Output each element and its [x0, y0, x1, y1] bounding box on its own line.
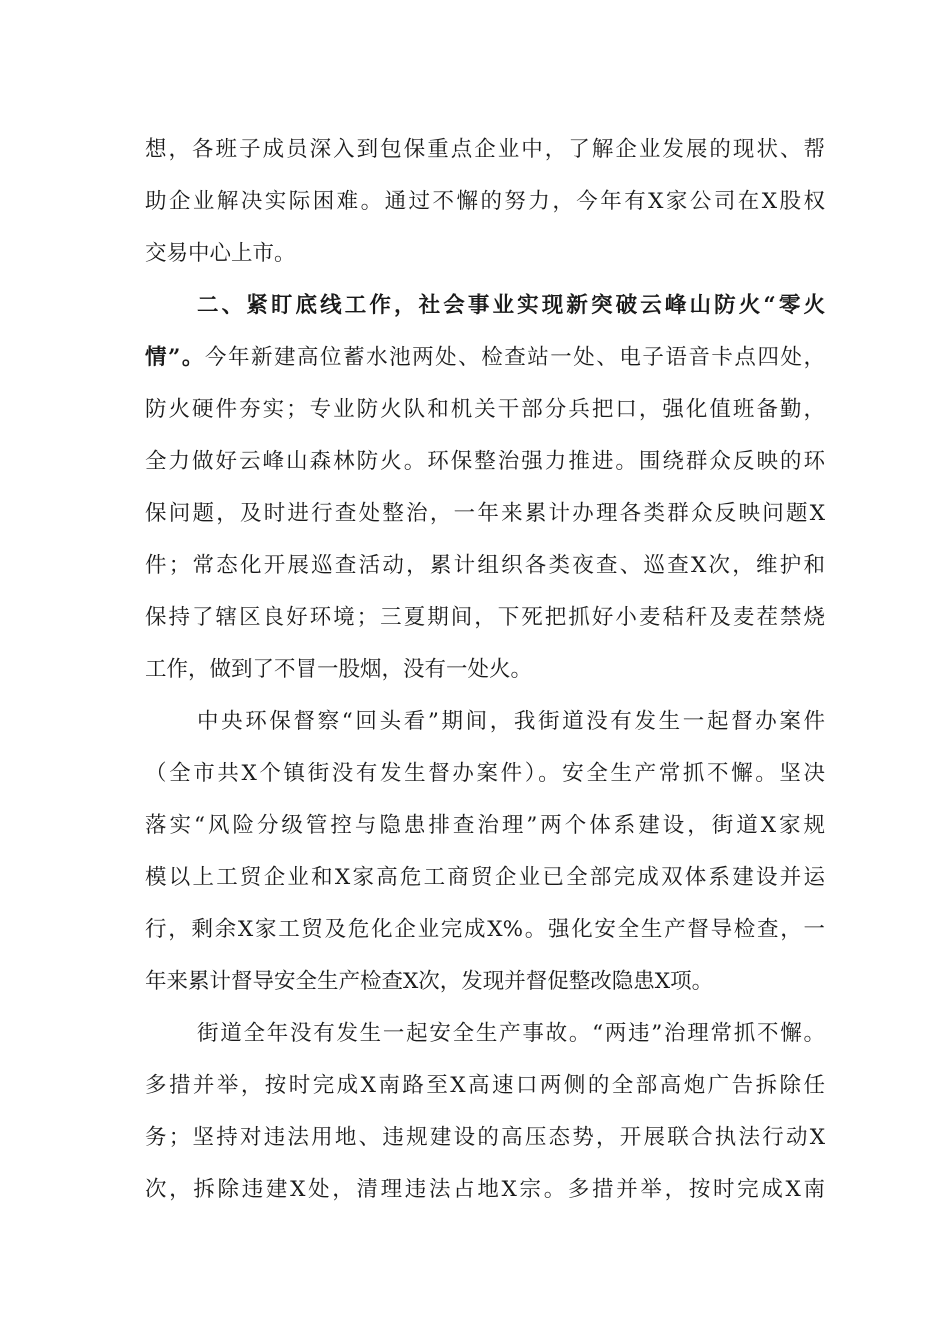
paragraph-4-line-2: 多措并举，按时完成X南路至X高速口两侧的全部高炮广告拆除任: [145, 1073, 825, 1098]
paragraph-3-line-1: 中央环保督察“回头看”期间，我街道没有发生一起督办案件: [197, 709, 825, 734]
paragraph-1-line-3: 交易中心上市。: [145, 241, 296, 266]
paragraph-4-line-3: 务；坚持对违法用地、违规建设的高压态势，开展联合执法行动X: [145, 1125, 825, 1150]
paragraph-3-line-4: 模以上工贸企业和X家高危工商贸企业已全部完成双体系建设并运: [145, 865, 825, 890]
paragraph-2-line-7: 工作，做到了不冒一股烟，没有一处火。: [145, 657, 533, 682]
section-heading-line-1: 二、紧盯底线工作，社会事业实现新突破云峰山防火“零火: [197, 293, 825, 318]
paragraph-2-line-3: 全力做好云峰山森林防火。环保整治强力推进。围绕群众反映的环: [145, 449, 825, 474]
paragraph-3-line-6: 年来累计督导安全生产检查X次，发现并督促整改隐患X项。: [145, 969, 714, 994]
paragraph-4-line-4: 次，拆除违建X处，清理违法占地X宗。多措并举，按时完成X南: [145, 1177, 825, 1202]
paragraph-1-line-2: 助企业解决实际困难。通过不懈的努力，今年有X家公司在X股权: [145, 189, 825, 214]
paragraph-2-line-4: 保问题，及时进行查处整治，一年来累计办理各类群众反映问题X: [145, 501, 825, 526]
section-heading-end: 情”。: [145, 345, 205, 370]
paragraph-3-line-2: （全市共X个镇街没有发生督办案件）。安全生产常抓不懈。坚决: [145, 761, 825, 786]
paragraph-2-line-1-text: 今年新建高位蓄水池两处、检查站一处、电子语音卡点四处，: [204, 345, 825, 370]
paragraph-1-line-1: 想，各班子成员深入到包保重点企业中，了解企业发展的现状、帮: [145, 137, 825, 162]
paragraph-3-line-5: 行，剩余X家工贸及危化企业完成X%。强化安全生产督导检查，一: [145, 917, 825, 942]
paragraph-3-line-3: 落实“风险分级管控与隐患排查治理”两个体系建设，街道X家规: [145, 813, 825, 838]
paragraph-2-line-5: 件；常态化开展巡查活动，累计组织各类夜查、巡查X次，维护和: [145, 553, 825, 578]
paragraph-2-line-6: 保持了辖区良好环境；三夏期间，下死把抓好小麦秸秆及麦茬禁烧: [145, 605, 825, 630]
paragraph-4-line-1: 街道全年没有发生一起安全生产事故。“两违”治理常抓不懈。: [197, 1021, 825, 1046]
paragraph-2-line-1: [145, 338, 825, 378]
paragraph-2-line-2: 防火硬件夯实；专业防火队和机关干部分兵把口，强化值班备勤，: [145, 397, 825, 422]
